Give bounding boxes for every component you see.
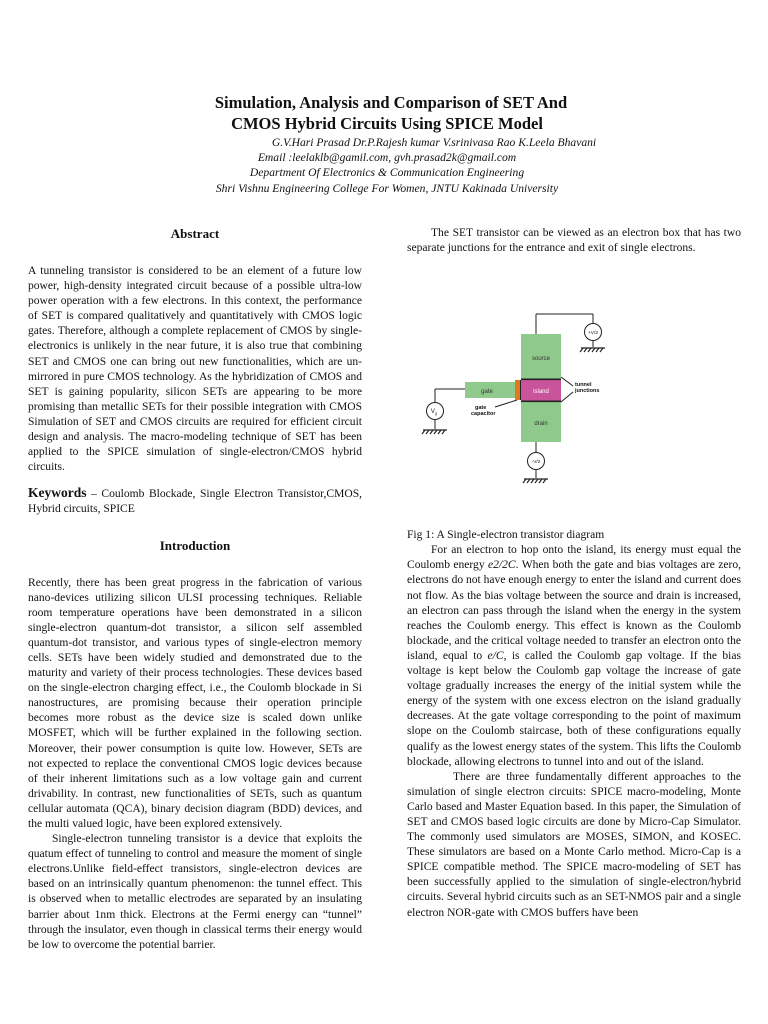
coulomb-paragraph — [407, 543, 741, 769]
title-line-2: CMOS Hybrid Circuits Using SPICE Model — [231, 114, 543, 133]
author-block — [0, 135, 768, 196]
keywords-text: – Coulomb Blockade, Single Electron Transistor,CMOS, Hybrid circuits, SPICE — [28, 488, 362, 516]
gate-capacitor-label-2: capacitor — [471, 411, 496, 418]
abstract-text: A tunneling transistor is considered to be an element of a future low power, high-density integrated circuit because of a possible ultra-low power operation with a few electrons. In this context, the performance of SET is compared qualitatively and quantitatively with CMOS logic gates. Therefore, although a complete replacement of CMOS by single-electronics is unlikely in the near future, it is also true that combining SET and CMOS one can bring out new functionalities, which are un-mirrored in pure CMOS technology. As the hybridization of CMOS and SET is gaining popularity, silicon SETs are appearing to be more promising than metallic SETs for their possible integration with CMOS Simulation of SET and CMOS circuits are required for efficient circuit design and analysis. The macro-modeling technique of SET has been applied to the SPICE simulation of single-electron/CMOS hybrid circuits. — [28, 265, 362, 474]
left-column — [28, 226, 362, 953]
gate-capacitor — [515, 380, 520, 400]
set-diagram — [407, 264, 741, 524]
gate-label: gate — [481, 389, 493, 396]
tunnel-label-2: junctions — [575, 388, 600, 395]
vgate-label-sub: g — [434, 410, 438, 416]
college: Shri Vishnu Engineering College For Women, JNTU Kakinada University — [215, 181, 559, 195]
coulomb-text-b: . When both the gate and bias voltages are zero, electrons do not have enough energy to enter the island and current does not flow. As the bias voltage between the source and drain is increased, an electron can pass through the island when the energy in the system reaches the Coulomb energy. This effect is known as the Coulomb blockade, and the critical voltage needed to transfer an electron onto the island, equal to — [407, 559, 741, 662]
keywords — [28, 485, 362, 517]
tunnel-label-1: tunnel — [575, 382, 592, 389]
intro-paragraph-1: Recently, there has been great progress in the fabrication of various nano-devices utilizing silicon ULSI processing techniques. Reliable room temperature operations have been demonstrated in a silicon single-electron quantum-dot transistor, a silicon self assembled quantum-dot transistor, and various types of single-electron memory cells. SETs have been widely studied and demonstrated due to the maturity and variety of their process technologies. These devices based on the single-electron charging effect, i.e., the Coulomb blockade in Si nanostructures, are promising because their operation principle becomes more robust as the device size is scaled down unlike MOSFET, which will be further explained in the following section. Moreover, their power consumption is quite low. However, SETs are not expected to replace the conventional CMOS logic devices because of their inherent limitations such as a low voltage gain and current drivability. In contrast, new functionalities of SETs, such as quantum cellular automata (QCA), binary decision diagram (BDD) devices, and the multi valued logic, have been explored extensively. — [28, 576, 362, 830]
set-intro-paragraph: The SET transistor can be viewed as an electron box that has two separate junctions for the entrance and exit of single electrons. — [407, 227, 741, 255]
drain-label: drain — [534, 421, 548, 428]
tunnel-junction-bottom — [521, 401, 561, 403]
figure-caption: Fig 1: A Single-electron transistor diagram — [407, 529, 605, 542]
simulation-approaches-paragraph: There are three fundamentally different approaches to the simulation of single electron circuits: SPICE macro-modeling, Monte Carlo based and Master Equation based. In this paper, the Simulation of SET and CMOS based logic circuits are done by Micro-Cap Simulator. The commonly used simulators are MOSES, SIMON, and KOSEC. These simulators are based on a Monte Carlo method. Micro-Cap is a SPICE compatible method. The SPICE macro-modeling of SET has been successfully applied to the simulation of single-electron/hybrid circuits. Several hybrid circuits such as an SET-NMOS pair and a single electron NOR-gate with CMOS buffers have been — [407, 770, 741, 919]
keywords-label: Keywords — [28, 485, 87, 501]
gate-capacitor-label-1: gate — [475, 405, 487, 412]
tunnel-junction-top — [521, 379, 561, 381]
coulomb-gap-formula: e/C — [487, 649, 504, 662]
gate-capacitor-edge — [520, 380, 521, 400]
coulomb-text-a: For an electron to hop onto the island, its energy must equal the Coulomb energy — [407, 544, 741, 572]
author-email: Email :leelaklb@gamil.com, gvh.prasad2k@gmail.com — [257, 151, 517, 165]
department: Department Of Electronics & Communication Engineering — [249, 166, 525, 180]
tunnel-leader-1 — [561, 377, 573, 386]
paper-title — [0, 92, 768, 134]
island-label: island — [533, 389, 549, 396]
intro-paragraph-2: Single-electron tunneling transistor is a device that exploits the quatum effect of tunneling to control and measure the moment of single electrons.Unlike field-effect transistors, single-electron devices are based on an intrinsically quantum phenomenon: the tunnel effect. This is observed when to metallic electrodes are separated by an insulating barrier about 1nm thick. Electrons at the Fermi energy can “tunnel” through the insulator, even though in classical terms their energy would be low to overcome the potential barrier. — [28, 833, 362, 951]
ground-icon-vminus — [523, 479, 548, 483]
authors: G.V.Hari Prasad Dr.P.Rajesh kumar V.srinivasa Rao K.Leela Bhavani — [271, 136, 597, 149]
ground-icon-vgate — [422, 430, 447, 434]
tunnel-leader-2 — [561, 392, 573, 402]
vplus-label: +V/2 — [587, 331, 599, 337]
title-line-1: Simulation, Analysis and Comparison of SET And — [214, 93, 568, 112]
introduction-heading: Introduction — [159, 537, 231, 553]
vgate-label-main: V — [430, 409, 435, 416]
gatecap-leader — [495, 400, 517, 407]
coulomb-text-c: , is called the Coulomb gap voltage. If the bias voltage is kept below the Coulomb gap voltage the increase of gate voltage gradually increases the energy of the initial system while the energy of the system with one excess electron on the island gradually decreases. At the gate voltage corresponding to the point of maximum slope on the Coulomb staircase, both of these configurations equally qualify as the lowest energy states of the system. This lifts the Coulomb blockade, allowing electrons to tunnel into and out of the island. — [407, 649, 741, 768]
coulomb-energy-formula: e2/2C — [488, 559, 516, 572]
source-label: source — [531, 356, 551, 363]
ground-icon-vplus — [580, 348, 605, 352]
set-diagram-svg — [407, 264, 741, 524]
right-column — [407, 226, 741, 921]
paper-header — [0, 92, 768, 196]
abstract-heading: Abstract — [170, 226, 220, 241]
vminus-label: -V/2 — [531, 460, 541, 466]
vgate-label — [431, 409, 437, 416]
